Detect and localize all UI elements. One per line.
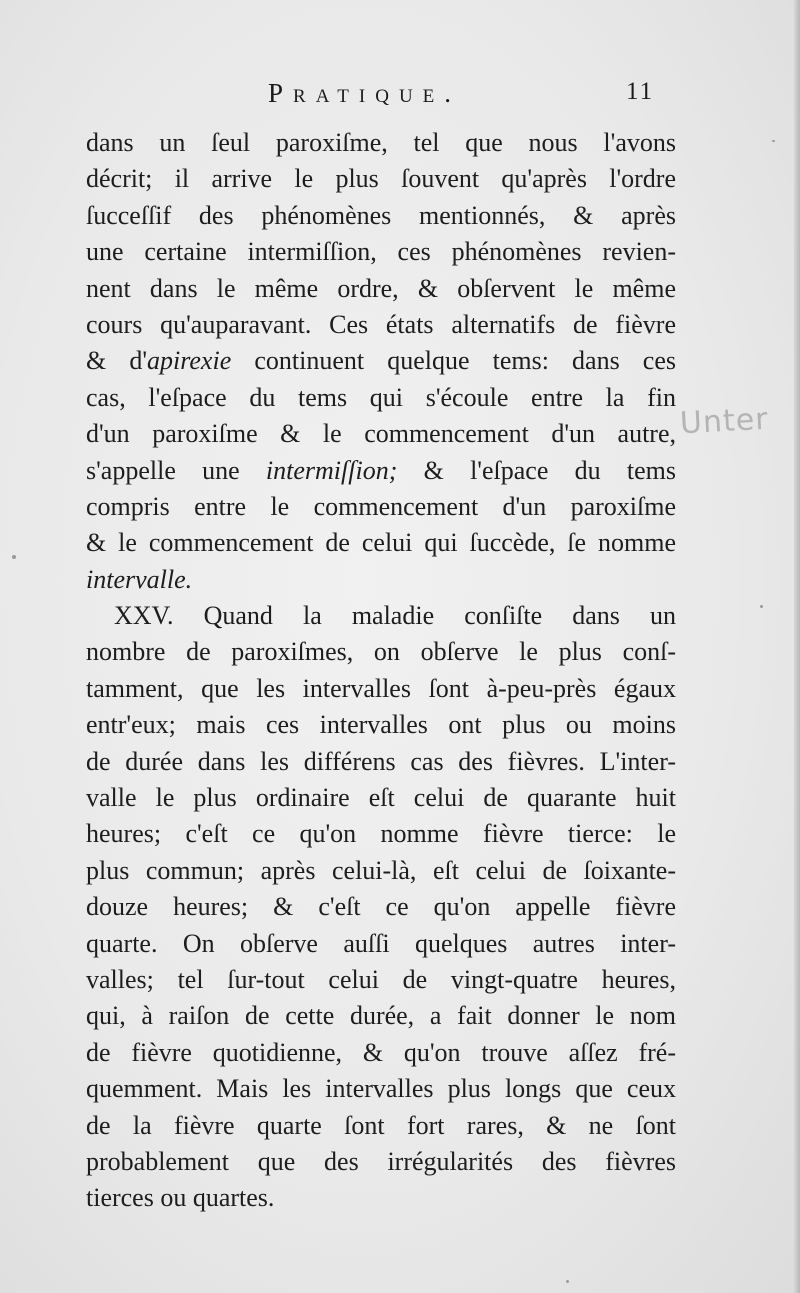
text-line: plus commun; après celui-là, eſt celui de ſoixante- bbox=[86, 855, 676, 885]
page-number: 11 bbox=[626, 78, 655, 105]
page-edge bbox=[794, 0, 800, 1293]
text-line: une certaine intermiſſion, ces phénomènes revien- bbox=[86, 237, 676, 267]
italic-term: intermiſſion; bbox=[265, 455, 398, 485]
text-line: nent dans le même ordre, & obſervent le même bbox=[86, 273, 676, 303]
text-line: de durée dans les différens cas des fièvres. L'inter- bbox=[86, 746, 676, 776]
text-line: tierces ou quartes. bbox=[86, 1183, 275, 1213]
text-line: ſucceſſif des phénomènes mentionnés, & après bbox=[86, 200, 676, 230]
paper-speck bbox=[566, 1280, 569, 1283]
text-line: valle le plus ordinaire eſt celui de quarante huit bbox=[86, 783, 676, 813]
text-line: valles; tel ſur-tout celui de vingt-quatre heures, bbox=[86, 964, 676, 994]
text-line: douze heures; & c'eſt ce qu'on appelle fièvre bbox=[86, 892, 676, 922]
text-line: nombre de paroxiſmes, on obſerve le plus conſ- bbox=[86, 637, 676, 667]
text-line: qui, à raiſon de cette durée, a fait donner le nom bbox=[86, 1001, 676, 1031]
text-segment: & l'eſpace du tems bbox=[397, 455, 676, 485]
text-line: XXV. Quand la maladie conſiſte dans un bbox=[114, 601, 676, 631]
text-line bbox=[86, 453, 676, 489]
text-line: & le commencement de celui qui ſuccède, ſe nomme bbox=[86, 528, 676, 558]
text-line: d'un paroxiſme & le commencement d'un autre, bbox=[86, 419, 676, 449]
body-text bbox=[86, 125, 676, 1217]
paper-speck bbox=[760, 605, 763, 608]
text-line bbox=[86, 562, 676, 598]
text-line bbox=[86, 343, 676, 379]
text-line: entr'eux; mais ces intervalles ont plus ou moins bbox=[86, 710, 676, 740]
margin-annotation: Unter bbox=[679, 401, 770, 442]
text-line: dans un ſeul paroxiſme, tel que nous l'avons bbox=[86, 128, 676, 157]
italic-term: apirexie bbox=[147, 346, 232, 376]
text-line: heures; c'eſt ce qu'on nomme fièvre tierce: le bbox=[86, 819, 676, 849]
text-segment: s'appelle une bbox=[86, 455, 266, 485]
text-segment: & d' bbox=[86, 346, 148, 376]
text-line: compris entre le commencement d'un paroxiſme bbox=[86, 491, 676, 521]
running-head: Pratique. bbox=[268, 78, 462, 108]
italic-term: intervalle. bbox=[86, 564, 193, 594]
text-line: probablement que des irrégularités des fièvres bbox=[86, 1146, 676, 1176]
text-line: de la fièvre quarte ſont fort rares, & ne ſont bbox=[86, 1110, 676, 1140]
text-line: décrit; il arrive le plus ſouvent qu'après l'ordre bbox=[86, 164, 676, 194]
paper-speck bbox=[12, 555, 16, 559]
paper-speck bbox=[772, 140, 775, 142]
text-line: quemment. Mais les intervalles plus longs que ceux bbox=[86, 1074, 676, 1104]
text-line: cours qu'auparavant. Ces états alternatifs de fièvre bbox=[86, 309, 676, 339]
text-line: de fièvre quotidienne, & qu'on trouve aſſez fré- bbox=[86, 1037, 676, 1067]
text-line: tamment, que les intervalles ſont à-peu-près égaux bbox=[86, 673, 676, 703]
text-segment: continuent quelque tems: dans ces bbox=[231, 346, 676, 376]
text-line: quarte. On obſerve auſſi quelques autres inter- bbox=[86, 928, 676, 958]
page-header bbox=[0, 78, 800, 118]
text-line: cas, l'eſpace du tems qui s'écoule entre la fin bbox=[86, 382, 676, 412]
